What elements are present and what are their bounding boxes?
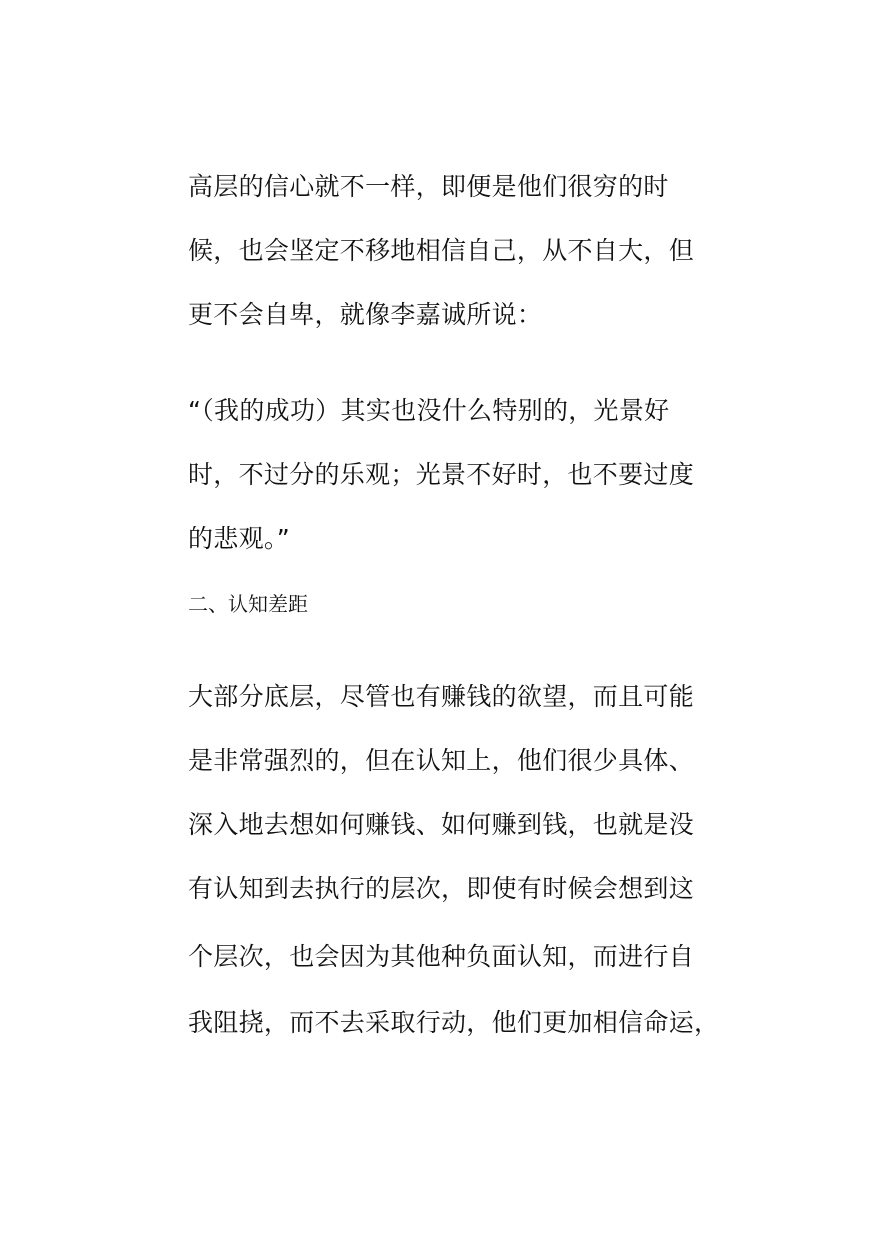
text-line: 我阻挠，而不去采取行动，他们更加相信命运，	[188, 1008, 720, 1037]
text-line: 高层的信心就不一样，即便是他们很穷的时	[188, 172, 669, 201]
section-heading: 二、认知差距	[188, 592, 308, 616]
text-line: 个层次，也会因为其他种负面认知，而进行自	[188, 942, 695, 971]
text-line: 有认知到去执行的层次，即使有时候会想到这	[188, 874, 695, 903]
text-line: 更不会自卑，就像李嘉诚所说：	[188, 300, 543, 329]
text-line: 的悲观。”	[188, 524, 290, 553]
text-line: 时，不过分的乐观；光景不好时，也不要过度	[188, 460, 695, 489]
text-line: 大部分底层，尽管也有赚钱的欲望，而且可能	[188, 682, 695, 711]
text-line: 候，也会坚定不移地相信自己，从不自大，但	[188, 236, 695, 265]
text-line: 是非常强烈的，但在认知上，他们很少具体、	[188, 746, 695, 775]
text-line: 深入地去想如何赚钱、如何赚到钱，也就是没	[188, 810, 695, 839]
text-line: “（我的成功）其实也没什么特别的，光景好	[188, 396, 670, 425]
